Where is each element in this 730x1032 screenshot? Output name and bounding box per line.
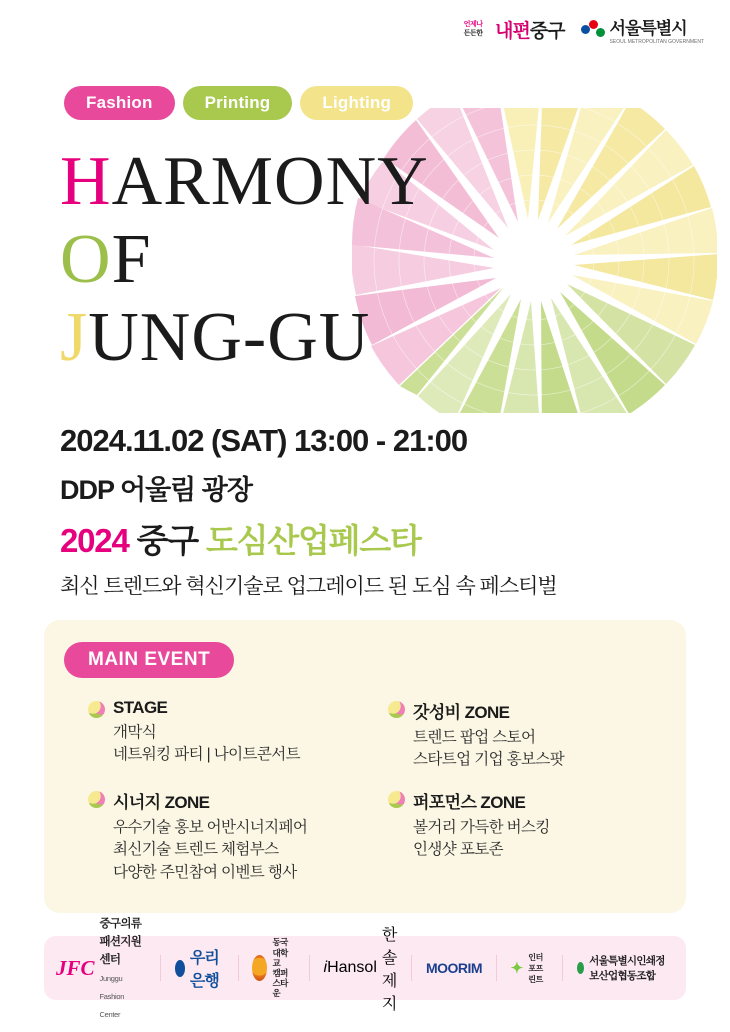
main-event-item-line: 개막식	[113, 724, 157, 741]
headline-line-3	[60, 298, 429, 376]
main-event-badge: MAIN EVENT	[64, 642, 234, 678]
flower-bullet-icon	[388, 701, 405, 718]
sponsor-printing-assoc-name: 서울특별시인쇄정보산업협동조합	[589, 955, 665, 982]
main-event-item-title: 갓성비 ZONE	[413, 703, 510, 722]
main-event-item-line: 볼거리 가득한 버스킹	[413, 818, 550, 836]
event-venue: DDP 어울림 광장	[60, 475, 252, 505]
junggu-logo	[456, 15, 564, 45]
main-event-item	[88, 698, 368, 772]
top-logo-group	[456, 14, 704, 45]
category-tags	[64, 86, 413, 120]
junggu-mark-line1: 언제나	[463, 21, 483, 29]
event-subtitle: 최신 트렌드와 혁신기술로 업그레이드 된 도심 속 페스티벌	[60, 575, 557, 598]
flower-bullet-icon	[388, 791, 405, 808]
main-event-item-line: 우수기술 홍보 어반시너지페어	[113, 818, 308, 836]
seoul-logo-en: SEOUL METROPOLITAN GOVERNMENT	[609, 39, 704, 45]
sponsor-dongguk-line1: 동국대학교	[272, 937, 288, 968]
woori-bank-icon	[175, 960, 185, 977]
sponsor-dongguk-line2: 캠퍼스타운	[272, 968, 288, 999]
headline-line-1-b: ARMONY	[111, 143, 429, 220]
sponsor-hansol-name: Hansol	[327, 959, 377, 976]
sponsor-divider	[160, 955, 161, 981]
jfc-logo-icon: JFC	[56, 955, 95, 980]
main-event-item-line: 스타트업 기업 홍보스팟	[413, 751, 565, 769]
sponsor-dongguk	[252, 937, 295, 998]
sponsor-interpro-name: 인터포프린트	[528, 952, 543, 984]
main-event-list	[88, 698, 668, 884]
sponsor-hansol	[324, 922, 398, 1014]
junggu-mark-line2: 든든한	[463, 29, 483, 37]
sponsor-woori	[175, 945, 224, 991]
headline-line-2-b: F	[111, 220, 152, 298]
printing-assoc-icon	[577, 962, 584, 974]
main-event-item-title: 시너지 ZONE	[113, 792, 210, 812]
sponsor-moorim-name: MOORIM	[425, 960, 483, 976]
sponsor-hansol-sub: 한솔제지	[381, 927, 398, 1013]
headline-line-3-a: J	[60, 298, 89, 376]
sponsor-divider	[496, 955, 497, 981]
sponsor-divider	[309, 955, 310, 981]
main-event-item	[88, 788, 368, 884]
main-event-item-line: 트렌드 팝업 스토어	[413, 729, 536, 746]
junggu-logo-text	[495, 16, 564, 43]
sponsor-bar	[44, 918, 686, 1019]
junggu-logo-name: 중구	[529, 21, 565, 42]
sponsor-interpro	[511, 952, 549, 985]
tag-printing: Printing	[183, 86, 293, 120]
dongguk-logo-icon	[252, 955, 267, 981]
main-event-item-title: 퍼포먼스 ZONE	[413, 792, 526, 812]
sponsor-printing-assoc	[577, 953, 674, 983]
tag-fashion: Fashion	[64, 86, 175, 120]
tag-lighting: Lighting	[300, 86, 413, 120]
main-event-item-line: 네트워킹 파티 | 나이트콘서트	[113, 746, 301, 764]
sponsor-jfc	[56, 914, 146, 1022]
junggu-logo-mark	[456, 15, 490, 45]
event-title-name: 도심산업페스타	[205, 522, 421, 559]
sponsor-divider	[411, 955, 412, 981]
hansol-logo-icon: i	[323, 959, 328, 976]
main-event-item-line: 다양한 주민참여 이벤트 행사	[113, 863, 297, 881]
headline-line-2	[60, 220, 429, 298]
seoul-logo-text	[610, 14, 704, 45]
main-event-item	[388, 788, 668, 884]
poster-headline	[60, 143, 429, 376]
interpro-logo-icon: ✦	[510, 960, 524, 977]
event-title	[60, 515, 421, 562]
flower-bullet-icon	[88, 701, 105, 718]
main-event-card	[44, 620, 686, 913]
main-event-item	[388, 698, 668, 772]
seoul-logo-symbol-icon	[581, 18, 605, 42]
sponsor-jfc-name: 중구의류패션지원센터	[99, 918, 142, 966]
event-title-district: 중구	[136, 522, 198, 559]
main-event-item-title: STAGE	[113, 698, 168, 717]
seoul-logo	[581, 14, 704, 45]
sponsor-divider	[562, 955, 563, 981]
main-event-item-line: 최신기술 트렌드 체험부스	[113, 841, 279, 859]
seoul-logo-kr: 서울특별시	[609, 19, 687, 38]
headline-line-2-a: O	[60, 220, 112, 298]
sponsor-divider	[238, 955, 239, 981]
junggu-logo-my: 내편	[495, 21, 530, 42]
flower-bullet-icon	[88, 791, 105, 808]
event-title-year: 2024	[60, 522, 129, 559]
event-date: 2024.11.02 (SAT) 13:00 - 21:00	[60, 423, 468, 458]
sponsor-jfc-sub: Junggu Fashion Center	[99, 974, 125, 1019]
headline-line-1	[60, 143, 429, 220]
headline-line-1-a: H	[60, 143, 112, 220]
sponsor-moorim	[426, 960, 482, 976]
sponsor-woori-name: 우리은행	[189, 950, 219, 990]
headline-line-3-b: UNG-GU	[88, 298, 371, 376]
main-event-item-line: 인생샷 포토존	[413, 841, 503, 859]
